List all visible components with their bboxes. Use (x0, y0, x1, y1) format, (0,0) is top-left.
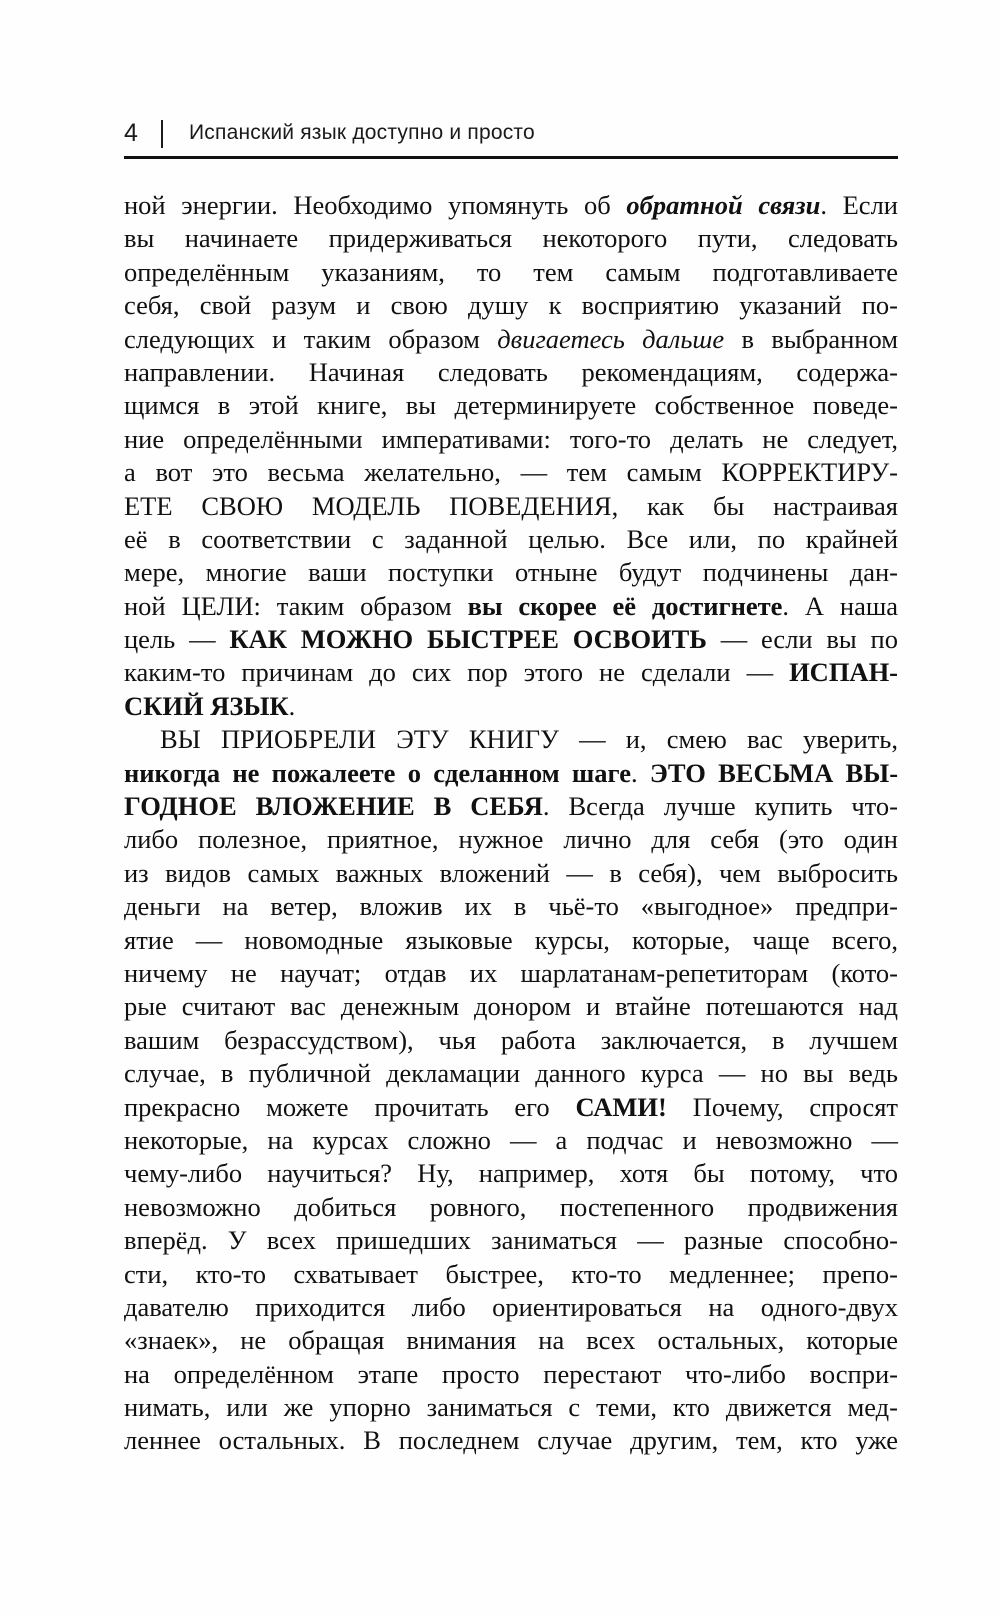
text-line: из видов самых важных вложений — в себя), чем выбросить (124, 857, 898, 888)
text-line: ной энергии. Необходимо упомянуть об обратной связи. Если (124, 190, 898, 220)
text-line: себя, свой разум и свою душу к восприятию указаний по- (124, 290, 898, 321)
text-line: ЕТЕ СВОЮ МОДЕЛЬ ПОВЕДЕНИЯ, как бы настраивая (124, 490, 898, 521)
text-line: чему-либо научиться? Ну, например, хотя бы потому, что (124, 1158, 898, 1189)
running-header (124, 118, 898, 158)
text-line: ной ЦЕЛИ: таким образом вы скорее её достигнете. А наша (124, 590, 898, 621)
text-line: цель — КАК МОЖНО БЫСТРЕЕ ОСВОИТЬ — если вы по (124, 624, 898, 655)
text-line: некоторые, на курсах сложно — а подчас и невозможно — (124, 1124, 898, 1155)
text-line: сти, кто-то схватывает быстрее, кто-то медленнее; препо- (124, 1258, 898, 1289)
text-line: «знаек», не обращая внимания на всех остальных, которые (124, 1325, 898, 1356)
text-line: каким-то причинам до сих пор этого не сделали — ИСПАН- (124, 657, 898, 688)
text-line: случае, в публичной декламации данного курса — но вы ведь (124, 1058, 898, 1089)
text-line: деньги на ветер, вложив их в чьё-то «выгодное» предпри- (124, 891, 898, 922)
text-line: направлении. Начиная следовать рекомендациям, содержа- (124, 356, 898, 387)
header-rule (124, 156, 898, 159)
text-line: щимся в этой книге, вы детерминируете собственное поведе- (124, 390, 898, 421)
text-line: ятие — новомодные языковые курсы, которые, чаще всего, (124, 924, 898, 955)
text-line: мере, многие ваши поступки отныне будут подчинены дан- (124, 557, 898, 588)
text-line: её в соответствии с заданной целью. Все или, по крайней (124, 523, 898, 554)
page-number: 4 (124, 119, 138, 147)
text-line: либо полезное, приятное, нужное лично для себя (это один (124, 824, 898, 855)
text-line: невозможно добиться ровного, постепенного продвижения (124, 1191, 898, 1222)
text-line: ничему не научат; отдав их шарлатанам-репетиторам (кото- (124, 957, 898, 988)
text-line: на определённом этапе просто перестают что-либо воспри- (124, 1358, 898, 1389)
body-text (124, 189, 898, 1458)
text-line: никогда не пожалеете о сделанном шаге. ЭТО ВЕСЬМА ВЫ- (124, 757, 899, 788)
text-line: вперёд. У всех пришедших заниматься — разные способно- (124, 1225, 898, 1256)
header-divider (161, 120, 163, 148)
text-line: леннее остальных. В последнем случае другим, тем, кто уже (124, 1425, 898, 1456)
text-line: а вот это весьма желательно, — тем самым КОРРЕКТИРУ- (124, 457, 898, 488)
text-line: следующих и таким образом двигаетесь дальше в выбранном (124, 323, 899, 354)
text-line: СКИЙ ЯЗЫК. (124, 690, 296, 721)
text-line: вашим безрассудством), чья работа заключается, в лучшем (124, 1024, 898, 1055)
text-line: давателю приходится либо ориентироваться на одного-двух (124, 1291, 898, 1322)
text-line: нимать, или же упорно заниматься с теми, кто движется мед- (124, 1392, 898, 1423)
text-line: ние определёнными императивами: того-то делать не следует, (124, 423, 898, 454)
text-line: ГОДНОЕ ВЛОЖЕНИЕ В СЕБЯ. Всегда лучше купить что- (124, 791, 898, 822)
text-line: вы начинаете придерживаться некоторого пути, следовать (124, 223, 898, 254)
text-line: определённым указаниям, то тем самым подготавливаете (124, 256, 898, 287)
text-line: ВЫ ПРИОБРЕЛИ ЭТУ КНИГУ — и, смею вас уверить, (160, 724, 898, 755)
text-line: прекрасно можете прочитать его САМИ! Почему, спросят (124, 1091, 898, 1122)
text-line: рые считают вас денежным донором и втайне потешаются над (124, 991, 898, 1022)
running-title: Испанский язык доступно и просто (189, 121, 535, 144)
